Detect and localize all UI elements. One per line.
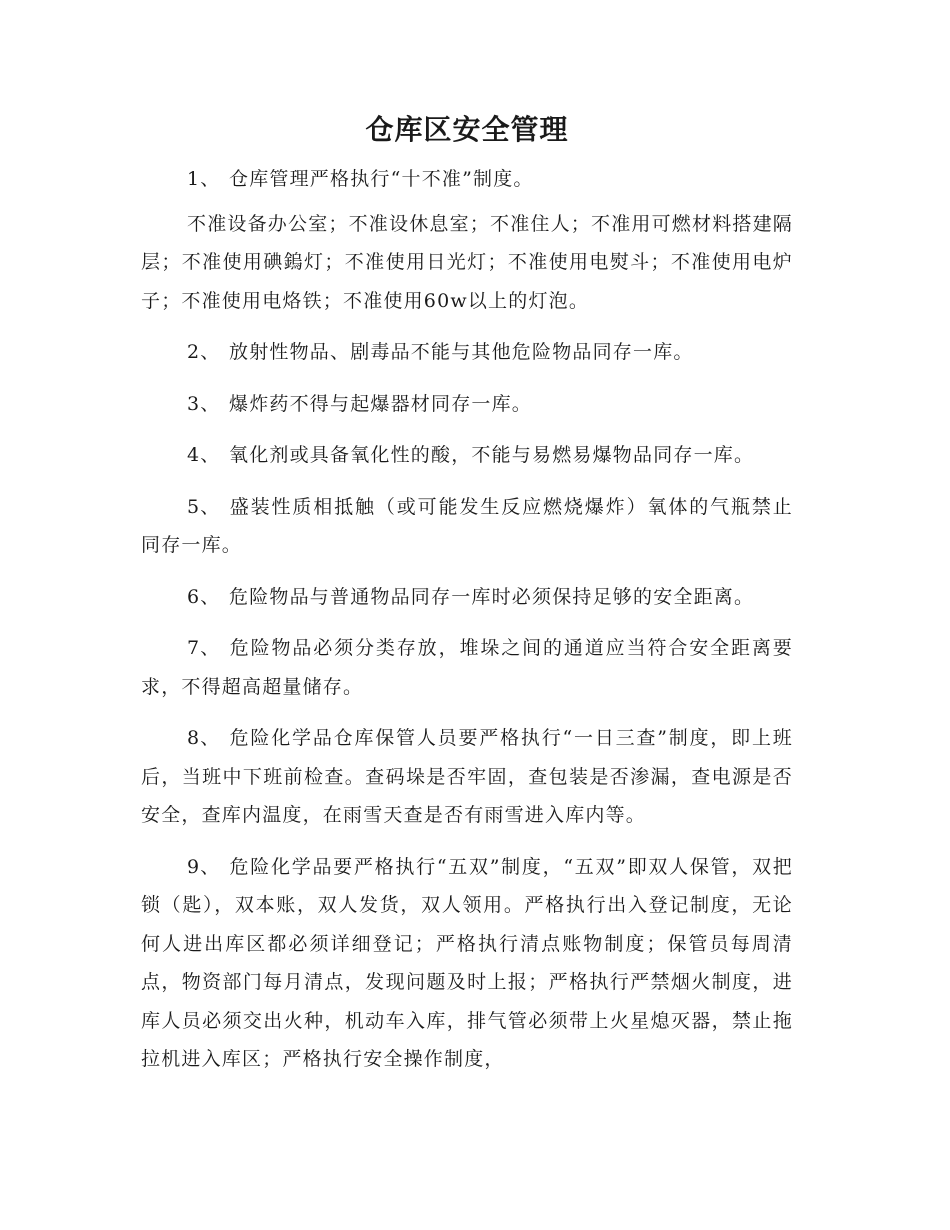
paragraph-text: 仓库管理严格执行“十不准”制度。 [229, 168, 534, 190]
paragraph-number: 8、 [187, 727, 221, 749]
document-page [141, 108, 793, 1092]
paragraph-1 [141, 160, 793, 199]
paragraph-4 [141, 436, 793, 475]
paragraph-text: 危险化学品要严格执行“五双”制度，“五双”即双人保管，双把锁（匙），双本账，双人发货，双人领用。严格执行出入登记制度，无论何人进出库区都必须详细登记；严格执行清点账物制度；保管员每周清点，物资部门每月清点，发现问题及时上报；严格执行严禁烟火制度，进库人员必须交出火种，机动车入库，排气管必须带上火星熄灭器，禁止拖拉机进入库区；严格执行安全操作制度， [141, 855, 793, 1070]
paragraph-3 [141, 385, 793, 424]
paragraph-9 [141, 848, 793, 1079]
paragraph-2 [141, 333, 793, 372]
paragraph-text: 爆炸药不得与起爆器材同存一库。 [229, 392, 533, 415]
paragraph-text: 不准设备办公室；不准设休息室；不准住人；不准用可燃材料搭建隔层；不准使用碘鎢灯；不准使用日光灯；不准使用电熨斗；不准使用电炉子；不准使用电烙铁；不准使用60w以上的灯泡。 [141, 212, 794, 312]
paragraph-number: 5、 [187, 495, 221, 518]
paragraph-6 [141, 578, 793, 617]
paragraph-text: 盛装性质相抵触（或可能发生反应燃烧爆炸）氧体的气瓶禁止同存一库。 [141, 495, 793, 556]
paragraph-7 [141, 629, 793, 706]
paragraph-text: 危险物品与普通物品同存一库时必须保持足够的安全距离。 [229, 585, 755, 608]
document-title: 仓库区安全管理 [365, 113, 569, 146]
paragraph-number: 4、 [187, 444, 221, 466]
paragraph-number: 1、 [187, 168, 221, 190]
paragraph-number: 3、 [187, 392, 221, 415]
paragraph-text: 氧化剂或具备氧化性的酸，不能与易燃易爆物品同存一库。 [229, 444, 755, 466]
paragraph-number: 9、 [187, 855, 221, 878]
paragraph-number: 7、 [187, 637, 221, 659]
paragraph-text: 危险物品必须分类存放，堆垛之间的通道应当符合安全距离要求，不得超高超量储存。 [141, 637, 793, 698]
paragraph-8 [141, 719, 793, 835]
paragraph-number: 6、 [187, 585, 221, 608]
paragraph-1-detail [141, 205, 793, 321]
paragraph-text: 危险化学品仓库保管人员要严格执行“一日三查”制度，即上班后，当班中下班前检查。查码垛是否牢固，查包装是否渗漏，查电源是否安全，查库内温度，在雨雪天查是否有雨雪进入库内等。 [141, 727, 793, 826]
paragraph-number: 2、 [187, 341, 221, 363]
paragraph-5 [141, 488, 793, 565]
paragraph-text: 放射性物品、剧毒品不能与其他危险物品同存一库。 [229, 341, 694, 363]
